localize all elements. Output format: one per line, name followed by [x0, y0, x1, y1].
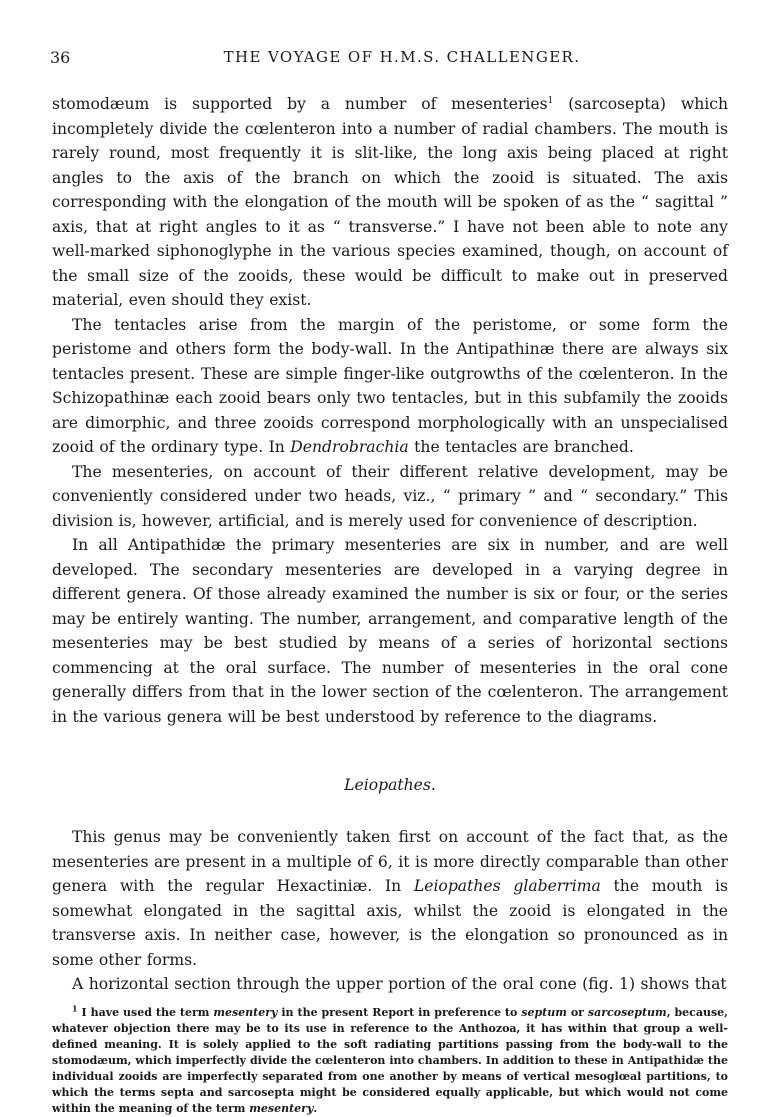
footnote-term: septum: [521, 1005, 567, 1019]
footnote-text: or: [566, 1005, 588, 1019]
footnote-text: , because, whatever objection there may be to its use in reference to the Anthozoa, it has within that group a well-defined meaning. It is solely applied to the soft radiating partitions passing from the body-wall to the stomodæum, which imperfectly divide the cœlenteron into chambers. In addition to these in Antipathidæ the individual zooids are imperfectly separated from one another by means of vertical mesoglœal partitions, to which the terms septa and sarcosepta might be considered equally applicable, but which would not come within the meaning of the term: [52, 1005, 728, 1115]
species-name: Leiopathes glaberrima: [413, 877, 601, 895]
footnote-ref: 1: [547, 95, 554, 106]
body-text: [52, 92, 728, 997]
section-heading: Leiopathes.: [344, 776, 436, 794]
footnote: [52, 1002, 728, 1117]
paragraph-text: The tentacles arise from the margin of the peristome, or some form the peristome and others form the body-wall. In the Antipathinæ there are always six tentacles present. These are simple finger-like outgrowths of the cœlenteron. In the Schizopathinæ each zooid bears only two tentacles, but in this subfamily the zooids are dimorphic, and three zooids correspond morphologically with an unspecialised zooid of the ordinary type. In: [52, 315, 728, 456]
paragraph-text: (sarcosepta) which incompletely divide the cœlenteron into a number of radial chambers. The mouth is rarely round, most frequently it is slit-like, the long axis being placed at right angles to the axis of the branch on which the zooid is situated. The axis corresponding with the elongation of the mouth will be spoken of as the “ sagittal ” axis, that at right angles to it as “ transverse.” I have not been able to note any well-marked siphonoglyphe in the various species examined, though, on account of the small size of the zooids, these would be difficult to make out in preserved material, even should they exist.: [52, 95, 728, 309]
paragraph-5: [52, 825, 728, 972]
paragraph-text: This genus may be conveniently taken first on account of the fact that, as the mesenteries are present in a multiple of 6, it is more directly comparable than other genera with the regular Hexactiniæ. In: [52, 828, 728, 895]
footnote-term: mesentery: [249, 1101, 314, 1115]
paragraph-2: [52, 313, 728, 460]
genus-name: Dendrobrachia: [290, 438, 409, 456]
footnote-term: mesentery: [213, 1005, 278, 1019]
page-number: 36: [50, 48, 71, 67]
paragraph-1: [52, 92, 728, 313]
footnote-text: I have used the term: [77, 1005, 214, 1019]
paragraph-text: stomodæum is supported by a number of mesenteries: [52, 95, 548, 113]
paragraph-3: The mesenteries, on account of their different relative development, may be conveniently considered under two heads, viz., “ primary ” and “ secondary.” This division is, however, artificial, and is merely used for convenience of description.: [52, 462, 728, 530]
paragraph-6: A horizontal section through the upper portion of the oral cone (fig. 1) shows that: [72, 975, 727, 993]
running-title: THE VOYAGE OF H.M.S. CHALLENGER.: [223, 48, 581, 66]
paragraph-4: In all Antipathidæ the primary mesenteries are six in number, and are well developed. The secondary mesenteries are developed in a varying degree in different genera. Of those already examined the number is six or four, or the series may be entirely wanting. The number, arrangement, and comparative length of the mesenteries may be best studied by means of a series of horizontal sections commencing at the oral surface. The number of mesenteries in the oral cone generally differs from that in the lower section of the cœlenteron. The arrangement in the various genera will be best understood by reference to the diagrams.: [52, 536, 728, 726]
footnote-text: in the present Report in preference to: [277, 1005, 522, 1019]
paragraph-text: the mouth is somewhat elongated in the sagittal axis, whilst the zooid is elongated in the transverse axis. In neither case, however, is the elongation so pronounced as in some other forms.: [52, 877, 728, 969]
paragraph-text: the tentacles are branched.: [408, 438, 634, 456]
page: [52, 0, 728, 1117]
running-head: [52, 48, 728, 68]
footnote-text: .: [313, 1101, 318, 1115]
footnote-marker: 1: [72, 1002, 78, 1013]
footnote-term: sarcoseptum: [587, 1005, 667, 1019]
